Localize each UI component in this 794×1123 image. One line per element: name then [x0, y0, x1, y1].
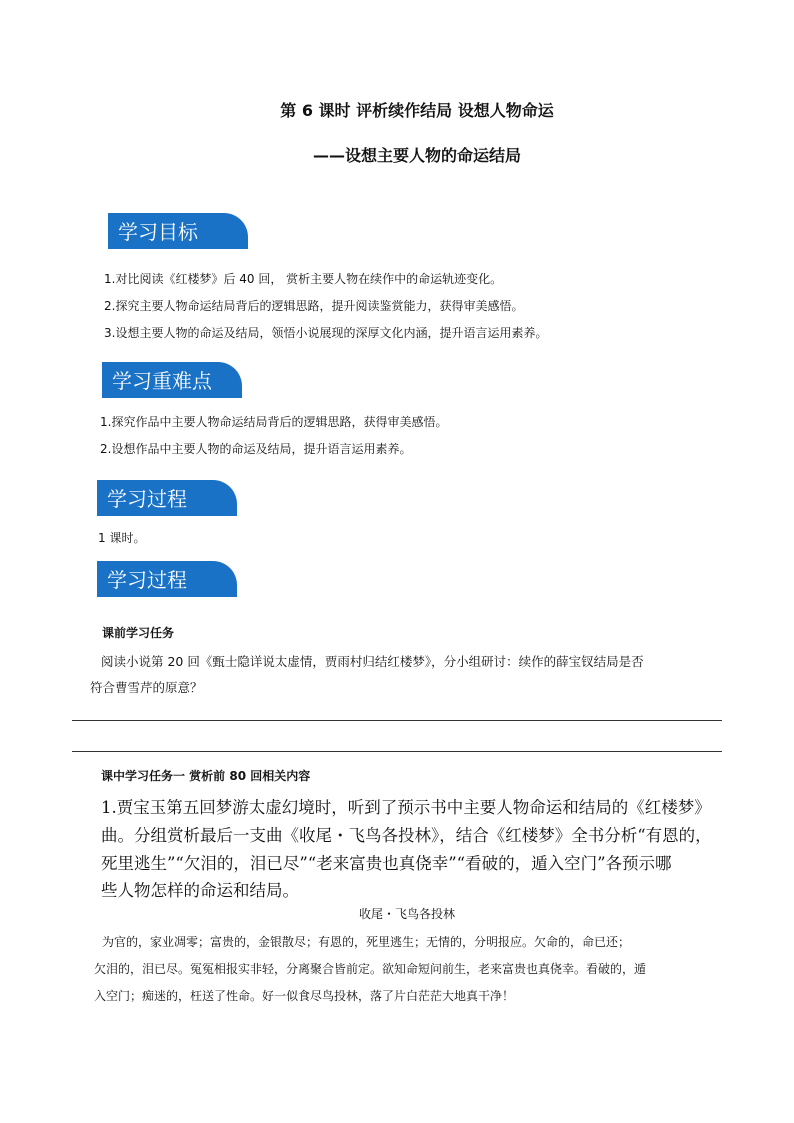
class-task-label: 课中学习任务一 赏析前 80 回相关内容 — [101, 769, 311, 783]
goal-item-1: 1.对比阅读《红楼梦》后 40 回， 赏析主要人物在续作中的命运轨迹变化。 — [104, 272, 503, 286]
class-task-line-3: 死里逃生”“欠泪的，泪已尽”“老来富贵也真侥幸”“看破的，遁入空门”各预示哪 — [101, 854, 672, 873]
page-title: 第 6 课时 评析续作结局 设想人物命运 — [280, 101, 554, 120]
keypoint-item-1: 1.探究作品中主要人物命运结局背后的逻辑思路，获得审美感悟。 — [100, 415, 448, 429]
poem-line-1: 为官的，家业凋零；富贵的，金银散尽；有恩的，死里逃生；无情的，分明报应。欠命的，命已还； — [102, 935, 631, 949]
class-task-line-1: 1.贾宝玉第五回梦游太虚幻境时，听到了预示书中主要人物命运和结局的《红楼梦》 — [101, 798, 711, 817]
process-duration: 1 课时。 — [98, 531, 146, 545]
section-heading-process-1: 学习过程 — [97, 480, 237, 516]
pre-task-label: 课前学习任务 — [102, 626, 175, 640]
poem-title: 收尾・飞鸟各投林 — [358, 907, 455, 921]
class-task-line-2: 曲。分组赏析最后一支曲《收尾・飞鸟各投林》，结合《红楼梦》全书分析“有恩的， — [101, 826, 712, 845]
page-subtitle: ——设想主要人物的命运结局 — [312, 146, 521, 165]
section-heading-keypoints: 学习重难点 — [102, 362, 242, 398]
class-task-line-4: 些人物怎样的命运和结局。 — [101, 881, 299, 900]
goal-item-2: 2.探究主要人物命运结局背后的逻辑思路，提升阅读鉴赏能力，获得审美感悟。 — [104, 299, 524, 313]
section-heading-process-2: 学习过程 — [97, 561, 237, 597]
answer-line-2 — [72, 751, 722, 752]
answer-line-1 — [72, 720, 722, 721]
poem-line-2: 欠泪的，泪已尽。冤冤相报实非轻，分离聚合皆前定。欲知命短问前生，老来富贵也真侥幸。看破的，遁 — [94, 962, 647, 976]
keypoint-item-2: 2.设想作品中主要人物的命运及结局，提升语言运用素养。 — [100, 442, 412, 456]
goal-item-3: 3.设想主要人物的命运及结局，领悟小说展现的深厚文化内涵，提升语言运用素养。 — [104, 326, 548, 340]
poem-line-3: 入空门；痴迷的，枉送了性命。好一似食尽鸟投林，落了片白茫茫大地真干净！ — [94, 989, 515, 1003]
pre-task-text-line-1: 阅读小说第 20 回《甄士隐详说太虚情，贾雨村归结红楼梦》，分小组研讨：续作的薛宝钗结局是否 — [101, 654, 644, 669]
section-heading-goals: 学习目标 — [108, 213, 248, 249]
pre-task-text-line-2: 符合曹雪芹的原意？ — [90, 680, 203, 695]
